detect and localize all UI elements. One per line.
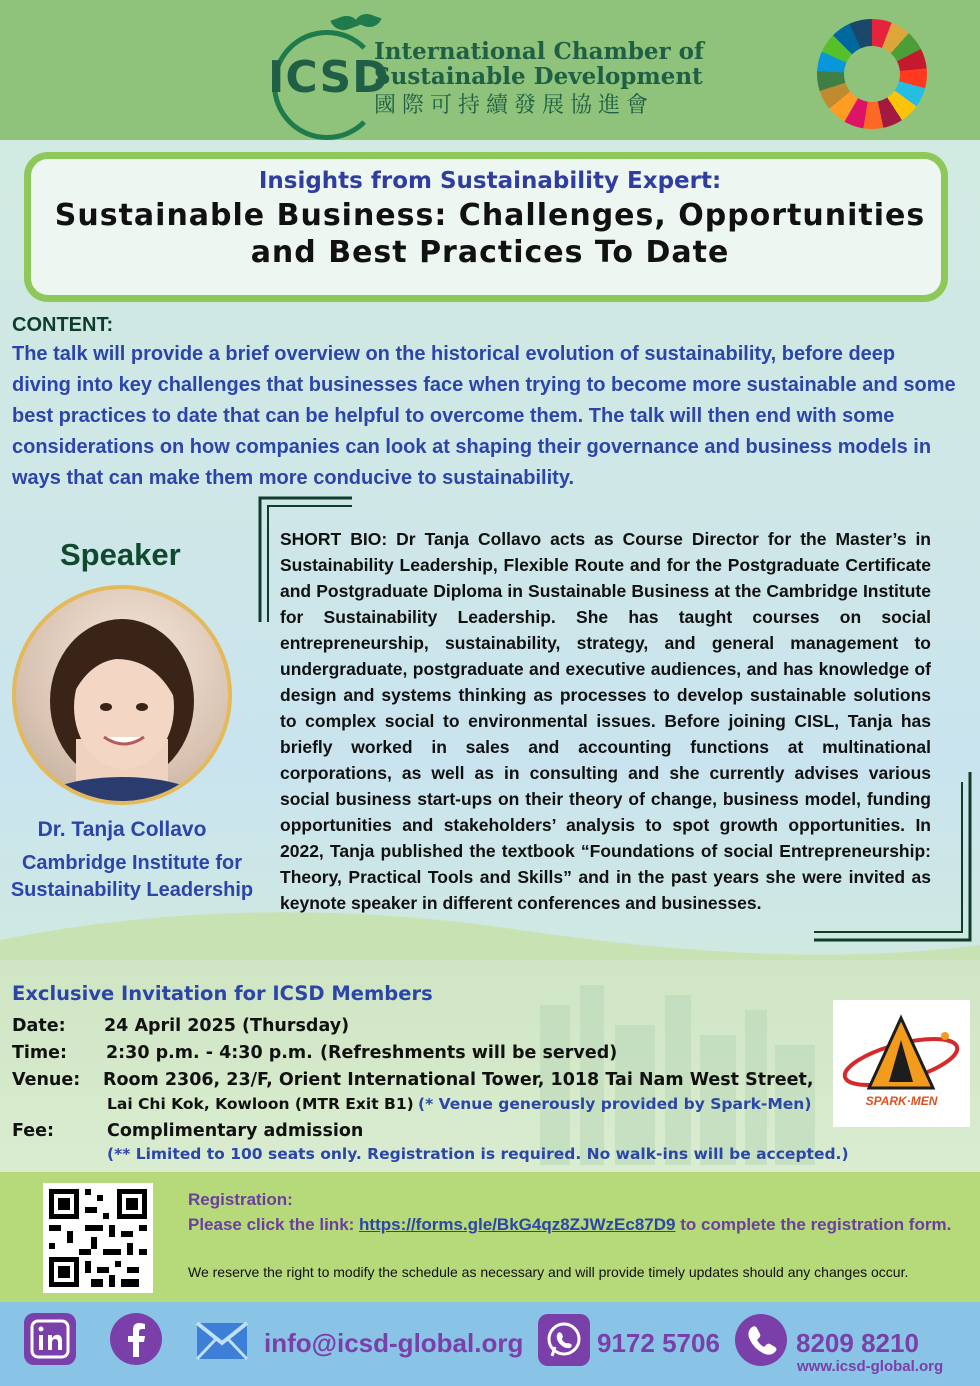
speaker-photo <box>12 585 232 805</box>
date-value: 24 April 2025 (Thursday) <box>104 1016 350 1036</box>
registration-qr-code[interactable] <box>43 1183 153 1293</box>
sponsor-logo-text: SPARK·MEN <box>865 1094 938 1108</box>
event-title-line2: and Best Practices To Date <box>250 235 730 270</box>
contact-whatsapp[interactable]: 9172 5706 <box>597 1328 720 1358</box>
city-skyline-watermark <box>480 965 840 1170</box>
speaker-portrait-icon <box>16 589 228 801</box>
linkedin-icon[interactable] <box>24 1313 76 1365</box>
phone-glyph-icon <box>735 1314 787 1366</box>
speaker-bio: SHORT BIO: Dr Tanja Collavo acts as Course Director for the Master’s in Sustainability Leadership, Flexible Route and for the Postgraduate Certificate and Postgraduate Diploma in Sustainable Business at the Cambridge Institute for Sustainability Leadership. She has taught courses on social entrepreneurship, sustainability, strategy, and general management to undergraduate, postgraduate and executive audiences, and has knowledge of design and systems thinking as processes to develop sustainable solutions to complex social to environmental issues. Before joining CISL, Tanja has briefly worked in sales and accounting functions at multinational corporations, as well as in consulting and she currently advises various social business start-ups on their theory of change, business model, funding opportunities and stakeholders’ analysis to spot growth opportunities. In 2022, Tanja published the textbook “Foundations of social Entrepreneurship: Theory, Practical Tools and Skills” and in the past years she were invited as keynote speaker in different conferences and businesses. <box>280 529 931 913</box>
time-value: 2:30 p.m. - 4:30 p.m. <box>106 1043 313 1063</box>
org-name-chinese: 國際可持續發展協進會 <box>374 93 655 118</box>
registration-instruction <box>188 1215 951 1235</box>
envelope-glyph-icon <box>194 1313 250 1369</box>
whatsapp-glyph-icon <box>538 1314 590 1366</box>
org-name-line1: International Chamber of <box>374 38 704 65</box>
contact-email[interactable]: info@icsd-global.org <box>264 1328 524 1358</box>
speaker-org-line2: Sustainability Leadership <box>10 879 254 901</box>
speaker-heading: Speaker <box>60 537 181 572</box>
schedule-disclaimer: We reserve the right to modify the schedule as necessary and will provide timely updates should any changes occur. <box>188 1264 909 1280</box>
time-note: (Refreshments will be served) <box>320 1043 618 1063</box>
content-description: The talk will provide a brief overview on the historical evolution of sustainability, before deep diving into key challenges that businesses face when trying to become more sustainable and some best practices to date that can be helpful to overcome them. The talk will then end with some considerations on how companies can look at shaping their governance and business models in ways that can make them more conducive to sustainability. <box>12 343 956 489</box>
invitation-title: Exclusive Invitation for ICSD Members <box>12 982 433 1005</box>
linkedin-glyph-icon <box>24 1313 76 1365</box>
facebook-icon[interactable] <box>110 1313 162 1365</box>
registration-title: Registration: <box>188 1190 293 1209</box>
venue-label: Venue: <box>12 1070 81 1090</box>
sponsor-logo <box>833 1000 970 1127</box>
logo-text: ICSD <box>268 52 390 103</box>
facebook-glyph-icon <box>110 1313 162 1365</box>
qr-code-icon <box>43 1183 153 1293</box>
whatsapp-icon[interactable] <box>538 1314 590 1366</box>
phone-icon[interactable] <box>735 1314 787 1366</box>
speaker-org-line1: Cambridge Institute for <box>21 852 242 874</box>
fee-label: Fee: <box>12 1121 54 1141</box>
registration-suffix: to complete the registration form. <box>675 1215 952 1234</box>
event-subtitle: Insights from Sustainability Expert: <box>258 168 722 194</box>
time-label: Time: <box>12 1043 68 1063</box>
org-name-line2: Sustainable Development <box>374 63 703 90</box>
fee-value: Complimentary admission <box>107 1121 364 1141</box>
registration-prefix: Please click the link: <box>188 1215 360 1234</box>
venue-line2: Lai Chi Kok, Kowloon (MTR Exit B1) <box>107 1095 414 1113</box>
website-link[interactable]: www.icsd-global.org <box>797 1358 944 1375</box>
date-label: Date: <box>12 1016 66 1036</box>
contact-phone[interactable]: 8209 8210 <box>796 1328 919 1358</box>
fee-note: (** Limited to 100 seats only. Registration is required. No walk-ins will be accepted.) <box>107 1145 849 1163</box>
venue-note: (* Venue generously provided by Spark-Men) <box>418 1095 812 1113</box>
registration-link[interactable]: https://forms.gle/BkG4qz8ZJWzEc87D9 <box>359 1215 676 1234</box>
event-title-line1: Sustainable Business: Challenges, Opportunities <box>54 198 926 233</box>
speaker-name: Dr. Tanja Collavo <box>37 818 207 841</box>
email-icon[interactable] <box>194 1313 250 1369</box>
content-label: CONTENT: <box>12 314 114 336</box>
sdg-wheel-center <box>844 46 900 102</box>
venue-line1: Room 2306, 23/F, Orient International Tower, 1018 Tai Nam West Street, <box>103 1070 814 1090</box>
